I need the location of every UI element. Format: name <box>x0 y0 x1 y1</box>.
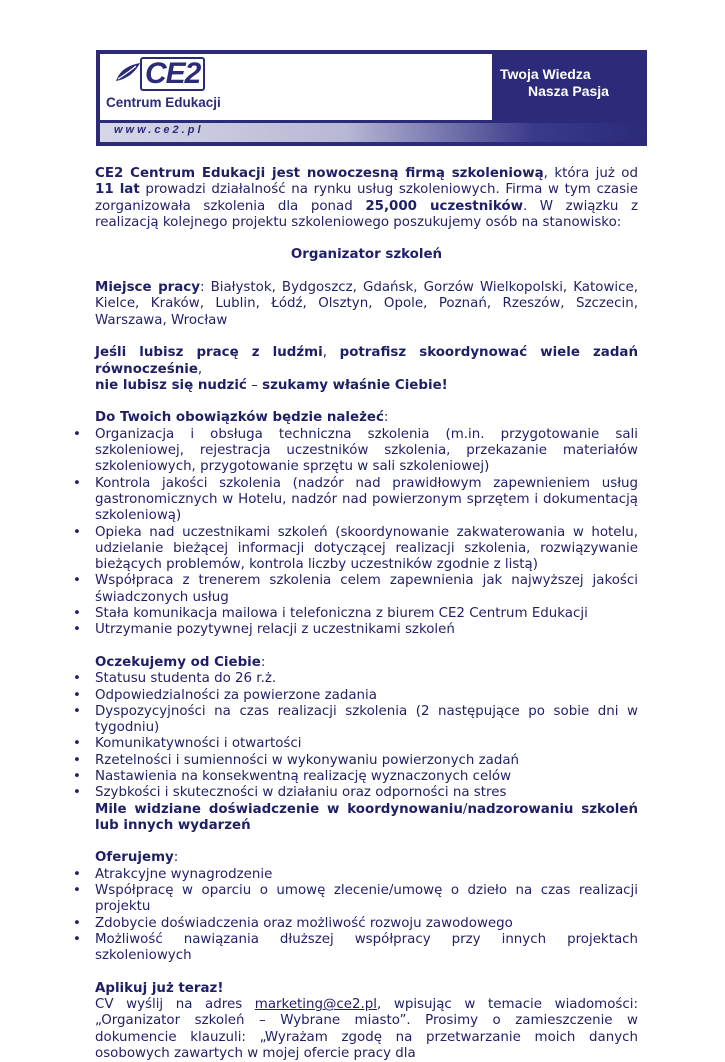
apply-heading-text: Aplikuj już teraz! <box>95 980 224 996</box>
tagline-sep-3: – <box>246 377 263 393</box>
apply-text-2: , wpisując w temacie wiadomości: „Organizator szkoleń – Wybrane miasto”. Prosimy o zamieszczenie w dokumencie klauzuli: „Wyrażam zgodę na przetwarzanie moich danych osobowych zawartych w mojej ofercie pracy dla <box>95 997 638 1062</box>
tagline-part-1: Jeśli lubisz pracę z ludźmi <box>95 345 323 361</box>
tagline-sep-1: , <box>322 345 340 361</box>
logo-area <box>100 54 492 120</box>
list-item: • Atrakcyjne wynagrodzenie <box>95 867 638 883</box>
tagline-part-2: potrafisz skoordynować wiele zadań równocześnie <box>95 345 638 377</box>
list-item: • Dyspozycyjności na czas realizacji szkolenia (2 następujące po sobie dni w tygodniu) <box>95 704 638 737</box>
header-banner <box>96 50 647 146</box>
expect-list <box>95 671 638 801</box>
offer-list <box>95 867 638 965</box>
welcome-part-1: Mile widziane doświadczenie w koordynowaniu <box>95 801 463 817</box>
welcome-part-2: nadzorowaniu szkoleń lub innych wydarzeń <box>95 801 639 833</box>
position-title: Organizator szkoleń <box>290 247 443 263</box>
intro-text-1: , która już od <box>543 166 638 181</box>
expect-heading <box>95 655 638 671</box>
logo-subtitle: Centrum Edukacji <box>106 95 221 110</box>
list-item: • Stała komunikacja mailowa i telefoniczna z biurem CE2 Centrum Edukacji <box>95 606 638 622</box>
tagline-part-4: szukamy właśnie Ciebie! <box>262 377 448 393</box>
job-offer-body <box>95 166 638 1062</box>
location-list: : Białystok, Bydgoszcz, Gdańsk, Gorzów Wielkopolski, Katowice, Kielce, Kraków, Lublin, Łódź, Olsztyn, Opole, Poznań, Rzeszów, Szczecin, Warszawa, Wrocław <box>95 280 638 328</box>
leaf-icon <box>114 61 142 85</box>
list-item: • Kontrola jakości szkolenia (nadzór nad prawidłowym zapewnieniem usług gastronomicznych w Hotelu, nadzór nad powierzonym sprzętem i dokumentacją szkoleniową) <box>95 476 638 525</box>
expect-colon: : <box>260 654 266 670</box>
list-item: • Opieka nad uczestnikami szkoleń (skoordynowanie zakwaterowania w hotelu, udzielanie bieżącej informacji dotyczącej realizacji szkolenia, rozwiązywanie bieżących problemów, kontrola liczby uczestników zgodnie z listą) <box>95 525 638 574</box>
company-name: CE2 Centrum Edukacji jest nowoczesną firmą szkoleniową <box>95 166 544 181</box>
website-url: www.ce2.pl <box>114 124 204 136</box>
list-item: • Współpraca z trenerem szkolenia celem zapewnienia jak najwyższej jakości świadczonych usług <box>95 573 638 606</box>
list-item: • Współpracę w oparciu o umowę zlecenie/umowę o dzieło na czas realizacji projektu <box>95 883 638 916</box>
list-item: • Możliwość nawiązania dłuższej współpracy przy innych projektach szkoleniowych <box>95 932 638 965</box>
list-item: • Utrzymanie pozytywnej relacji z uczestnikami szkoleń <box>95 622 638 638</box>
welcome-experience <box>95 802 638 835</box>
welcome-slash: / <box>462 801 468 817</box>
years-highlight: 11 lat <box>95 182 140 198</box>
location-paragraph <box>95 280 638 329</box>
offer-heading-text: Oferujemy <box>95 850 174 866</box>
list-item: • Zdobycie doświadczenia oraz możliwość rozwoju zawodowego <box>95 916 638 932</box>
email-link[interactable]: marketing@ce2.pl <box>254 997 377 1013</box>
list-item: • Statusu studenta do 26 r.ż. <box>95 671 638 687</box>
expect-heading-text: Oczekujemy od Ciebie <box>95 654 261 670</box>
duties-colon: : <box>383 410 389 426</box>
duties-heading <box>95 410 638 426</box>
location-label: Miejsce pracy <box>95 280 200 296</box>
list-item: • Komunikatywności i otwartości <box>95 736 638 752</box>
tagline-part-3: nie lubisz się nudzić <box>95 377 247 393</box>
intro-paragraph <box>95 166 638 231</box>
offer-colon: : <box>173 850 179 866</box>
list-item: • Organizacja i obsługa techniczna szkolenia (m.in. przygotowanie sali szkoleniowej, rejestracja uczestników szkolenia, przekazanie materiałów szkoleniowych, przygotowanie sprzętu w sali szkoleniowej) <box>95 427 638 476</box>
url-bar <box>100 123 643 142</box>
duties-list <box>95 427 638 639</box>
list-item: • Szybkości i skuteczności w działaniu oraz odporności na stres <box>95 785 638 801</box>
intro-text-2: prowadzi działalność na rynku usług szkoleniowych. Firma w tym czasie zorganizowała szkolenia dla ponad <box>95 182 638 214</box>
duties-heading-text: Do Twoich obowiązków będzie należeć <box>95 410 384 426</box>
tagline <box>95 345 638 394</box>
tagline-sep-2: , <box>197 361 203 377</box>
apply-heading <box>95 981 638 997</box>
list-item: • Odpowiedzialności za powierzone zadania <box>95 688 638 704</box>
apply-paragraph <box>95 997 638 1062</box>
apply-text-1: CV wyślij na adres <box>95 997 255 1013</box>
participants-highlight: 25,000 uczestników <box>365 198 523 214</box>
list-item: • Rzetelności i sumienności w wykonywaniu powierzonych zadań <box>95 753 638 769</box>
slogan-line-1: Twoja Wiedza <box>500 66 591 82</box>
slogan-line-2: Nasza Pasja <box>528 83 609 99</box>
offer-heading <box>95 850 638 866</box>
intro-text-3: . W związku z realizacją kolejnego projektu szkoleniowego poszukujemy osób na stanowisko: <box>95 198 638 230</box>
list-item: • Nastawienia na konsekwentną realizację wyznaczonych celów <box>95 769 638 785</box>
logo: CE2 <box>140 57 205 91</box>
